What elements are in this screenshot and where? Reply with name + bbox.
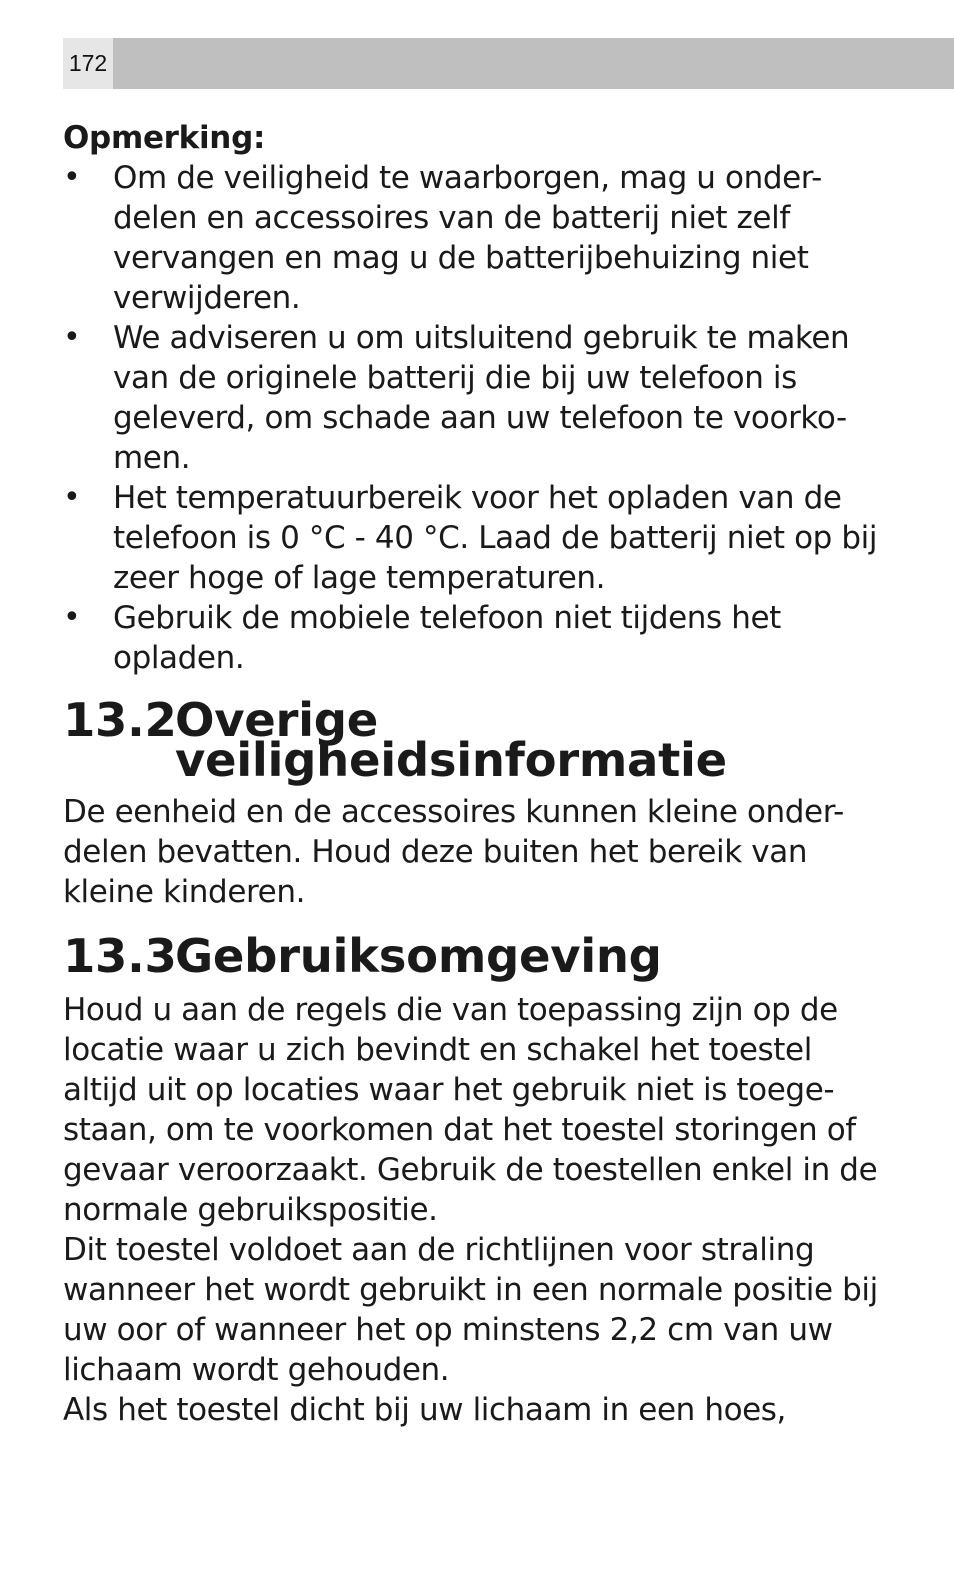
paragraph: De eenheid en de accessoires kunnen kleine onder-delen bevatten. Houd deze buiten het bereik van kleine kinderen. <box>63 794 844 910</box>
header-bar <box>63 38 954 89</box>
page-number-box <box>63 38 113 89</box>
paragraph: Als het toestel dicht bij uw lichaam in een hoes, <box>63 1392 787 1428</box>
note-list <box>63 158 883 678</box>
section-number: 13.2 <box>63 693 177 747</box>
section-title: Overige veiligheidsinformatie <box>175 693 727 787</box>
paragraph: Dit toestel voldoet aan de richtlijnen voor straling wanneer het wordt gebruikt in een normale positie bij uw oor of wanneer het op minstens 2,2 cm van uw lichaam wordt gehouden. <box>63 1232 878 1388</box>
section-heading <box>63 693 883 787</box>
bullet-icon: • <box>63 480 81 515</box>
list-item-text: Gebruik de mobiele telefoon niet tijdens het opladen. <box>113 600 781 676</box>
section-number: 13.3 <box>63 929 177 983</box>
paragraph: Houd u aan de regels die van toepassing zijn op de locatie waar u zich bevindt en schakel het toestel altijd uit op locaties waar het gebruik niet is toege-staan, om te voorkomen dat het toestel storingen of gevaar veroorzaakt. Gebruik de toestellen enkel in de normale gebruikspositie. <box>63 992 878 1228</box>
section-heading <box>63 929 883 983</box>
list-item <box>63 478 883 598</box>
list-item-text: Om de veiligheid te waarborgen, mag u onder-delen en accessoires van de batterij niet zelf vervangen en mag u de batterijbehuizing niet verwijderen. <box>113 160 822 316</box>
page-number: 172 <box>68 50 108 76</box>
list-item <box>63 158 883 318</box>
bullet-icon: • <box>63 160 81 195</box>
list-item <box>63 598 883 678</box>
list-item-text: Het temperatuurbereik voor het opladen van de telefoon is 0 °C - 40 °C. Laad de batterij niet op bij zeer hoge of lage temperaturen. <box>113 480 878 596</box>
list-item <box>63 318 883 478</box>
note-heading: Opmerking: <box>63 120 266 156</box>
page-content <box>63 118 883 1430</box>
bullet-icon: • <box>63 320 81 355</box>
bullet-icon: • <box>63 600 81 635</box>
list-item-text: We adviseren u om uitsluitend gebruik te maken van de originele batterij die bij uw telefoon is geleverd, om schade aan uw telefoon te voorko-men. <box>113 320 850 476</box>
section-title: Gebruiksomgeving <box>175 929 662 983</box>
